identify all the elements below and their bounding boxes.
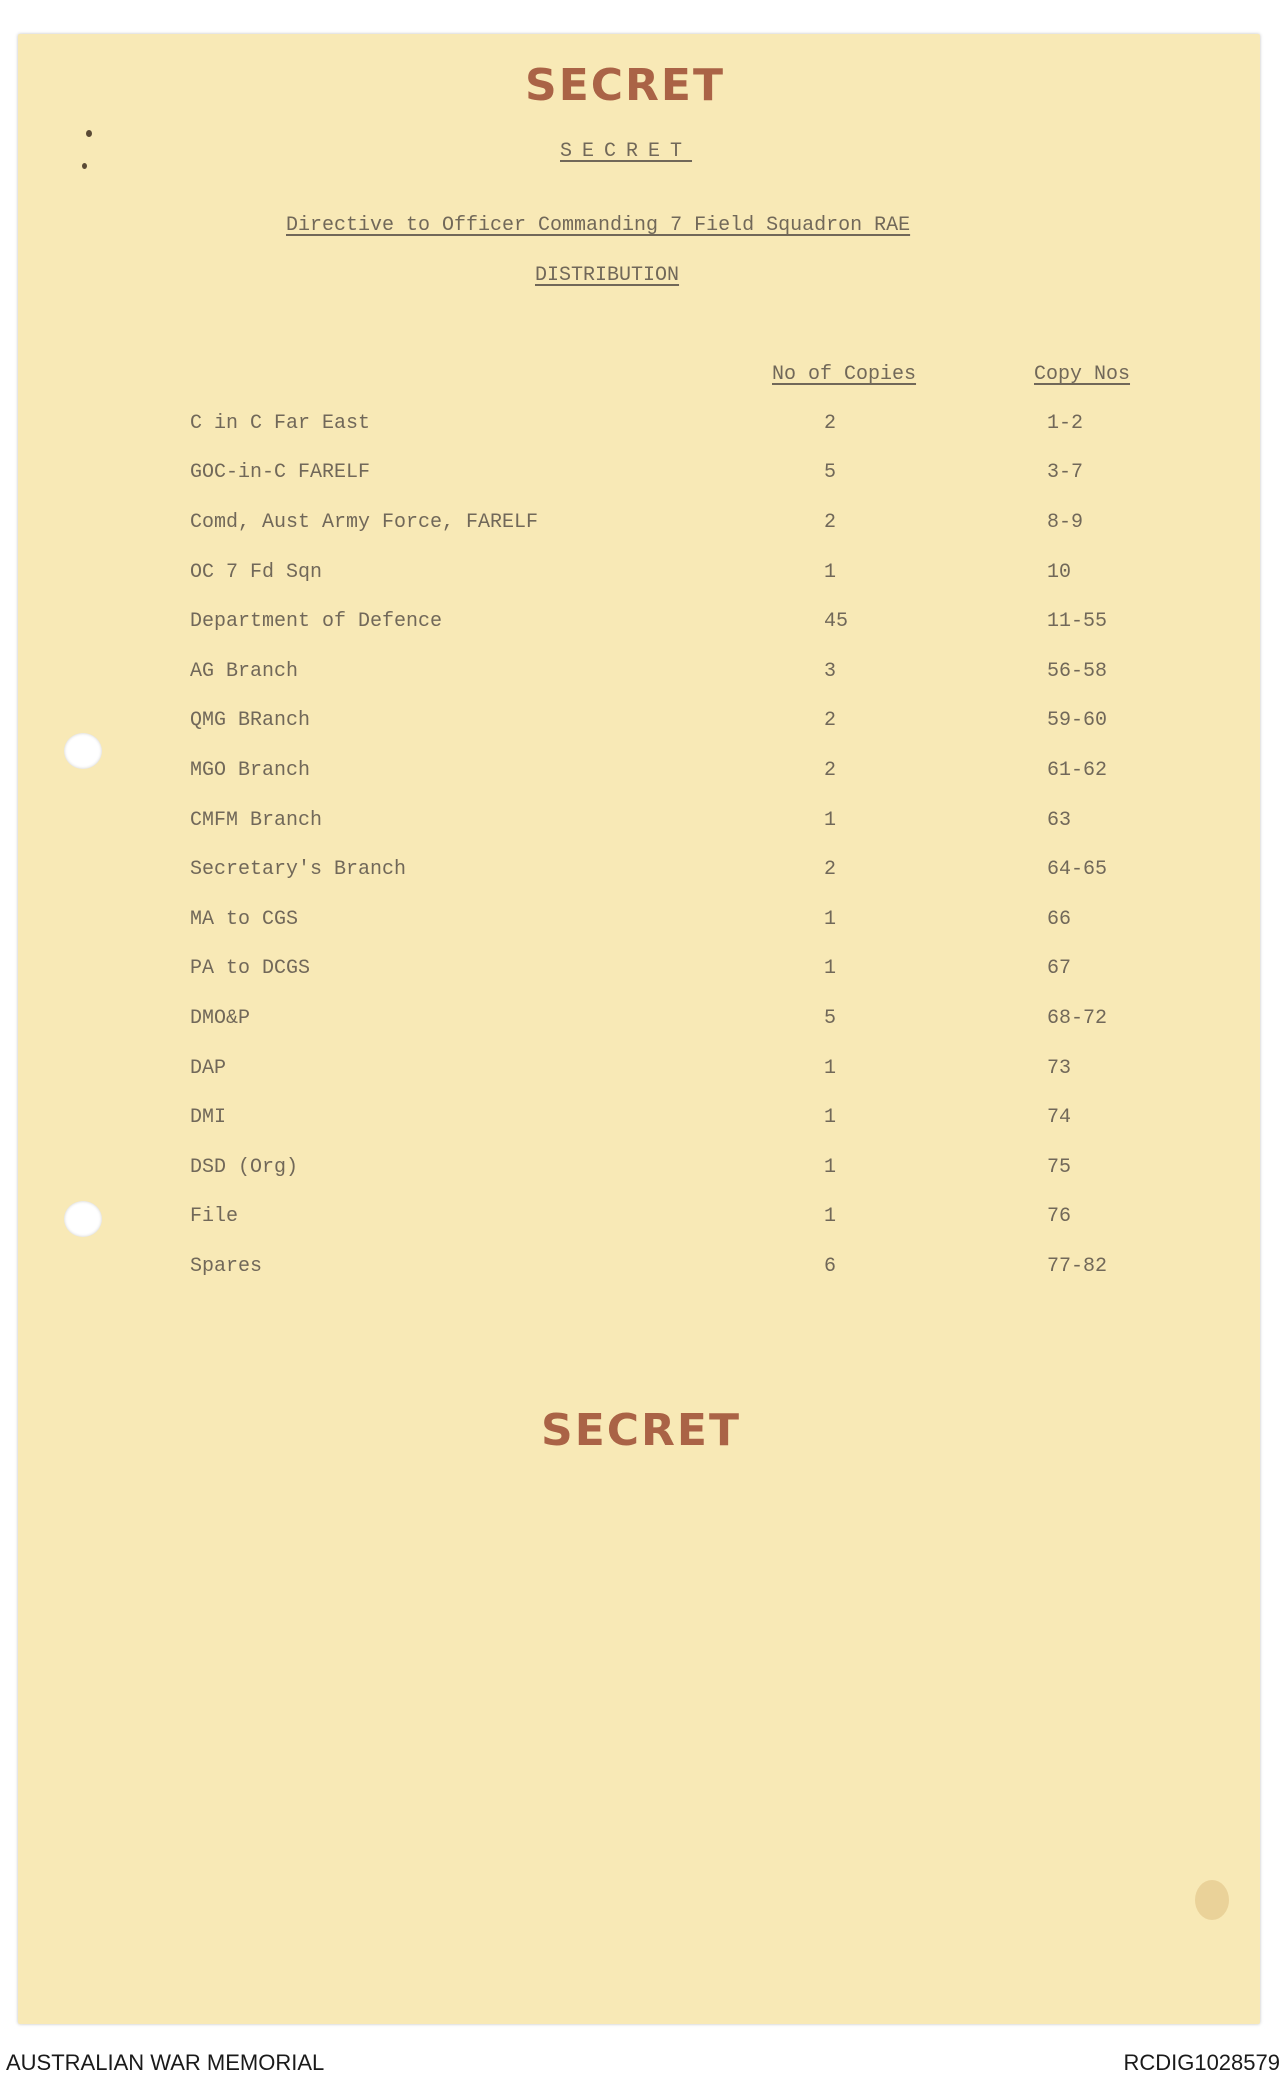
table-row xyxy=(0,412,1288,442)
recipient-name: PA to DCGS xyxy=(190,957,311,980)
copies-count: 1 xyxy=(824,561,837,584)
copies-count: 1 xyxy=(824,1106,837,1129)
distribution-heading: DISTRIBUTION xyxy=(535,264,680,287)
table-row xyxy=(0,957,1288,987)
recipient-name: DAP xyxy=(190,1057,227,1080)
copies-count: 3 xyxy=(824,660,837,683)
table-row xyxy=(0,1057,1288,1087)
table-row xyxy=(0,511,1288,541)
document-title: Directive to Officer Commanding 7 Field Squadron RAE xyxy=(286,214,911,237)
recipient-name: Comd, Aust Army Force, FARELF xyxy=(190,511,539,534)
copies-count: 5 xyxy=(824,1007,837,1030)
recipient-name: CMFM Branch xyxy=(190,809,323,832)
copies-count: 1 xyxy=(824,809,837,832)
secret-stamp-bottom: SECRET xyxy=(541,1405,741,1456)
copies-count: 1 xyxy=(824,908,837,931)
secret-stamp-top: SECRET xyxy=(525,60,725,111)
copies-count: 2 xyxy=(824,511,837,534)
recipient-name: GOC-in-C FARELF xyxy=(190,461,371,484)
recipient-name: Secretary's Branch xyxy=(190,858,407,881)
copy-numbers: 64-65 xyxy=(1047,858,1108,881)
copies-count: 5 xyxy=(824,461,837,484)
copies-count: 45 xyxy=(824,610,849,633)
table-row xyxy=(0,759,1288,789)
copy-numbers: 63 xyxy=(1047,809,1072,832)
table-row xyxy=(0,858,1288,888)
copies-count: 2 xyxy=(824,858,837,881)
ink-speck xyxy=(86,130,92,137)
copies-count: 2 xyxy=(824,709,837,732)
classification-heading: SECRET xyxy=(560,140,693,163)
recipient-name: Spares xyxy=(190,1255,263,1278)
copies-count: 1 xyxy=(824,1057,837,1080)
footer-record-id: RCDIG1028579 xyxy=(1123,2050,1280,2075)
copy-numbers: 75 xyxy=(1047,1156,1072,1179)
recipient-name: MGO Branch xyxy=(190,759,311,782)
copies-count: 1 xyxy=(824,957,837,980)
recipient-name: DMI xyxy=(190,1106,227,1129)
copy-numbers: 59-60 xyxy=(1047,709,1108,732)
table-row xyxy=(0,1156,1288,1186)
copies-count: 1 xyxy=(824,1205,837,1228)
table-row xyxy=(0,561,1288,591)
recipient-name: MA to CGS xyxy=(190,908,299,931)
copy-numbers: 61-62 xyxy=(1047,759,1108,782)
copy-numbers: 11-55 xyxy=(1047,610,1108,633)
copy-numbers: 66 xyxy=(1047,908,1072,931)
recipient-name: QMG BRanch xyxy=(190,709,311,732)
copy-numbers: 73 xyxy=(1047,1057,1072,1080)
copy-numbers: 3-7 xyxy=(1047,461,1084,484)
copies-count: 1 xyxy=(824,1156,837,1179)
copies-count: 2 xyxy=(824,759,837,782)
column-header-copies: No of Copies xyxy=(772,363,917,386)
table-row xyxy=(0,610,1288,640)
recipient-name: DSD (Org) xyxy=(190,1156,299,1179)
table-row xyxy=(0,1255,1288,1285)
footer-institution: AUSTRALIAN WAR MEMORIAL xyxy=(6,2050,325,2075)
copy-numbers: 1-2 xyxy=(1047,412,1084,435)
recipient-name: C in C Far East xyxy=(190,412,371,435)
recipient-name: Department of Defence xyxy=(190,610,443,633)
copy-numbers: 67 xyxy=(1047,957,1072,980)
ink-speck xyxy=(82,163,87,169)
recipient-name: AG Branch xyxy=(190,660,299,683)
table-row xyxy=(0,809,1288,839)
table-row xyxy=(0,1205,1288,1235)
copy-numbers: 77-82 xyxy=(1047,1255,1108,1278)
recipient-name: DMO&P xyxy=(190,1007,251,1030)
table-row xyxy=(0,1007,1288,1037)
table-row xyxy=(0,461,1288,491)
copy-numbers: 8-9 xyxy=(1047,511,1084,534)
copies-count: 2 xyxy=(824,412,837,435)
copy-numbers: 68-72 xyxy=(1047,1007,1108,1030)
column-header-copy-nos: Copy Nos xyxy=(1034,363,1131,386)
paper-stain xyxy=(1195,1880,1229,1920)
copy-numbers: 56-58 xyxy=(1047,660,1108,683)
recipient-name: OC 7 Fd Sqn xyxy=(190,561,323,584)
table-row xyxy=(0,660,1288,690)
table-row xyxy=(0,1106,1288,1136)
copy-numbers: 74 xyxy=(1047,1106,1072,1129)
copy-numbers: 76 xyxy=(1047,1205,1072,1228)
table-row xyxy=(0,908,1288,938)
copies-count: 6 xyxy=(824,1255,837,1278)
table-row xyxy=(0,709,1288,739)
recipient-name: File xyxy=(190,1205,239,1228)
copy-numbers: 10 xyxy=(1047,561,1072,584)
